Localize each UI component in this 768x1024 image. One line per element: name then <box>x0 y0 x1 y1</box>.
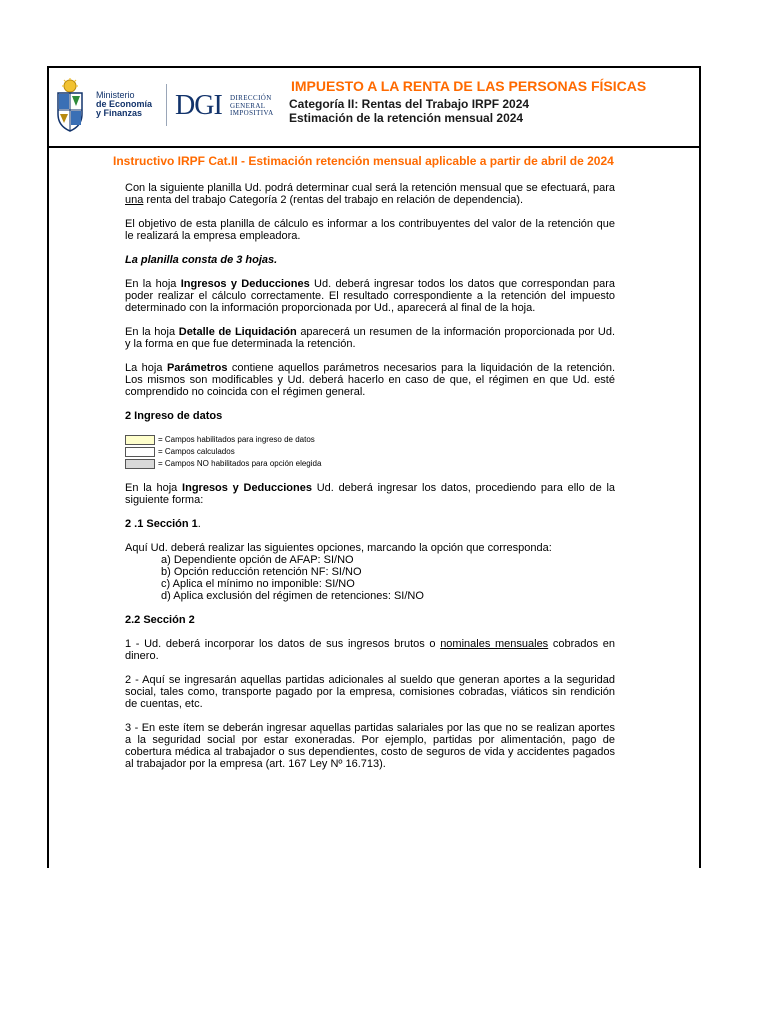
paragraph-item-2: 2 - Aquí se ingresarán aquellas partidas adicionales al sueldo que generan aportes a la seguridad social, tales como, transporte pagado por la empresa, comisiones cobradas, viáticos sin rendición de cuentas, etc. <box>125 674 615 710</box>
option-item: c) Aplica el mínimo no imponible: SI/NO <box>161 578 355 590</box>
paragraph-objective: El objetivo de esta planilla de cálculo es informar a los contribuyentes del valor de la retención que le realizará la empresa empleadora. <box>125 218 615 242</box>
instructions-body <box>125 182 615 782</box>
logo-divider <box>166 84 167 126</box>
document-frame <box>47 66 701 868</box>
option-item: a) Dependiente opción de AFAP: SI/NO <box>161 554 354 566</box>
option-item: d) Aplica exclusión del régimen de retenciones: SI/NO <box>161 590 424 602</box>
header-subtitle-category: Categoría II: Rentas del Trabajo IRPF 2024 <box>289 97 530 111</box>
ministry-line-3: y Finanzas <box>96 108 143 118</box>
paragraph-intro: Con la siguiente planilla Ud. podrá determinar cual será la retención mensual que se efectuará, para una renta del trabajo Categoría 2 (rentas del trabajo en relación de dependencia). <box>125 182 615 206</box>
paragraph-item-1: 1 - Ud. deberá incorporar los datos de sus ingresos brutos o nominales mensuales cobrados en dinero. <box>125 638 615 662</box>
section-heading-ingreso-datos: 2 Ingreso de datos <box>125 410 223 422</box>
ministry-line-2: de Economía <box>96 99 153 109</box>
paragraph-ingresos-sheet: En la hoja Ingresos y Deducciones Ud. deberá ingresar todos los datos que correspondan para poder realizar el cálculo correctamente. El resultado correspondiente a la retención del impuesto determinado con la información proporcionada por Ud., aparecerá al final de la hoja. <box>125 278 616 314</box>
legend-swatch-calculated <box>125 447 155 457</box>
paragraph-item-3: 3 - En este ítem se deberán ingresar aquellas partidas salariales por las que no se realizan aportes a la seguridad social por estar exoneradas. Por ejemplo, partidas por alimentación, pago de cobertura médica al trabajador o sus dependientes, costo de seguros de vida y accidentes pagados al trabajador por la empresa (art. 167 Ley Nº 16.713). <box>125 722 615 770</box>
header-title: IMPUESTO A LA RENTA DE LAS PERSONAS FÍSICAS <box>291 78 647 94</box>
paragraph-sheets-count: La planilla consta de 3 hojas. <box>125 254 278 266</box>
uruguay-coat-of-arms-icon <box>55 78 85 132</box>
header-subtitle-estimation: Estimación de la retención mensual 2024 <box>289 111 524 125</box>
dgi-sub-line-3: IMPOSITIVA <box>230 109 274 117</box>
paragraph-parametros-sheet: La hoja Parámetros contiene aquellos parámetros necesarios para la liquidación de la retención. Los mismos son modificables y Ud. deberá hacerlo en caso de que, el régimen en que Ud. esté comprendido no coincida con el régimen general. <box>125 362 615 398</box>
paragraph-detalle-sheet: En la hoja Detalle de Liquidación aparecerá un resumen de la información proporcionada por Ud. y la forma en que fue determinada la retención. <box>125 326 616 350</box>
paragraph-ingreso-procedure: En la hoja Ingresos y Deducciones Ud. deberá ingresar los datos, procediendo para ello de la siguiente forma: <box>125 482 616 506</box>
dgi-sub-line-2: GENERAL <box>230 101 266 110</box>
field-color-legend <box>125 434 615 470</box>
ministry-line-1: Ministerio <box>96 90 135 100</box>
option-item: b) Opción reducción retención NF: SI/NO <box>161 566 362 578</box>
document-header <box>49 68 699 148</box>
instructivo-title: Instructivo IRPF Cat.II - Estimación retención mensual aplicable a partir de abril de 2024 <box>113 154 614 168</box>
section-heading-seccion-2: 2.2 Sección 2 <box>125 614 195 626</box>
ministry-logo-text <box>96 91 152 118</box>
legend-row-disabled: = Campos NO habilitados para opción elegida <box>125 458 615 470</box>
legend-row-input: = Campos habilitados para ingreso de datos <box>125 434 615 446</box>
options-list <box>161 554 615 602</box>
legend-row-calculated: = Campos calculados <box>125 446 615 458</box>
dgi-sub-line-1: DIRECCIÓN <box>230 94 272 102</box>
dgi-logo: DGI <box>175 90 222 121</box>
dgi-logo-subtext <box>230 95 274 118</box>
legend-swatch-input <box>125 435 155 445</box>
paragraph-seccion-1: Aquí Ud. deberá realizar las siguientes opciones, marcando la opción que corresponda: <box>125 542 552 554</box>
legend-swatch-disabled <box>125 459 155 469</box>
section-heading-seccion-1: 2 .1 Sección 1. <box>125 518 201 530</box>
